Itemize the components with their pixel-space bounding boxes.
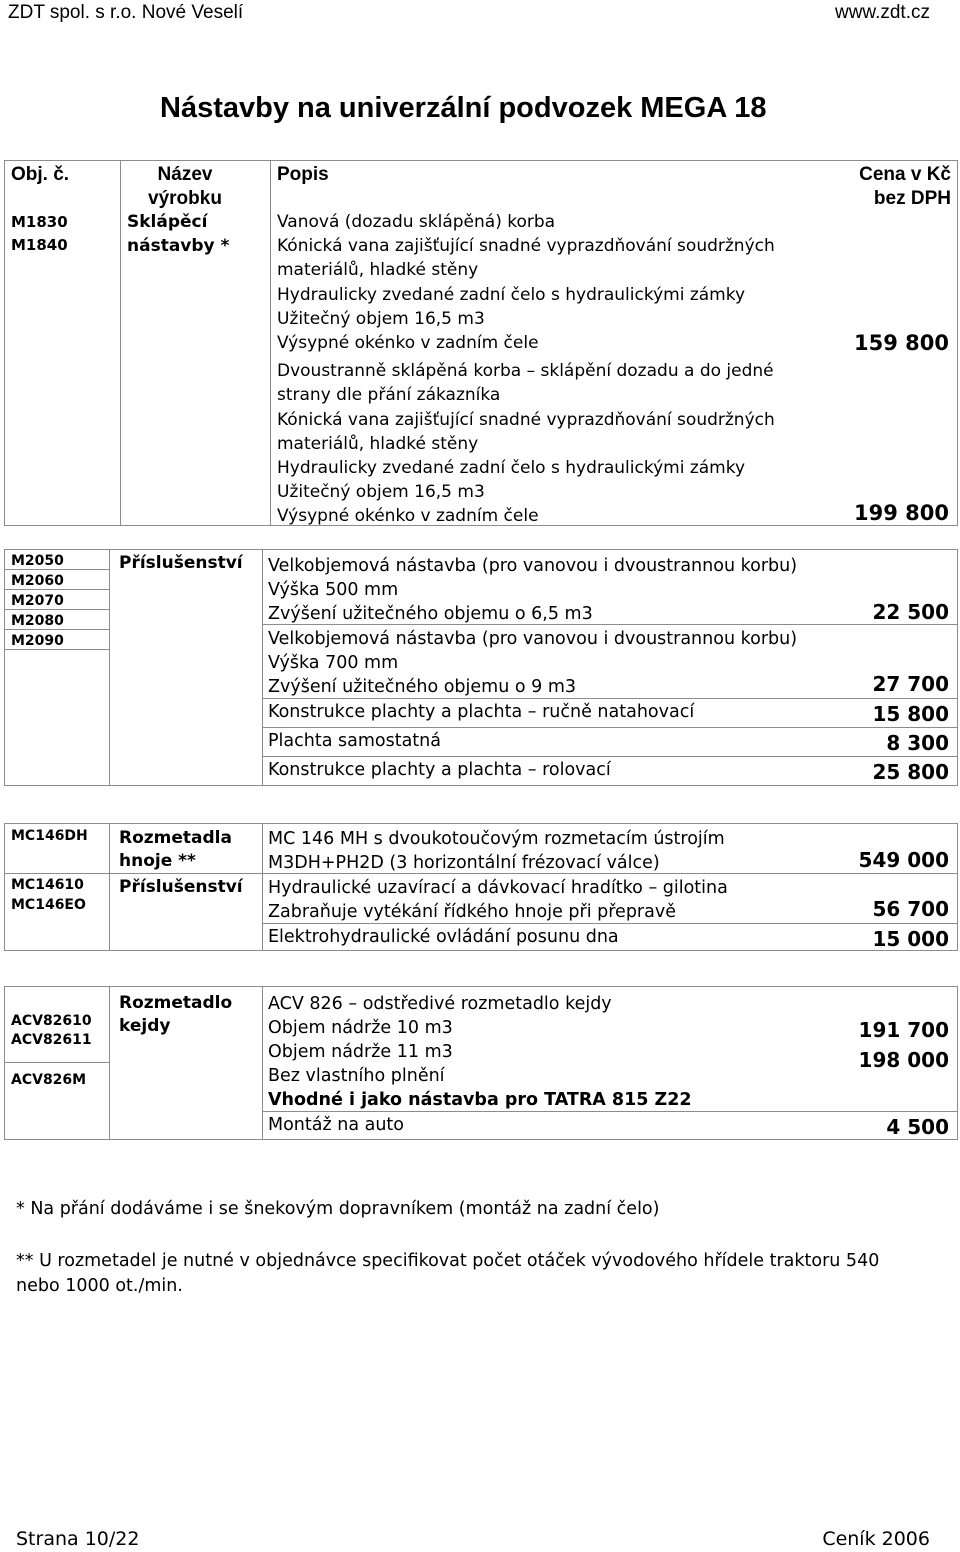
price: 191 700 (858, 1018, 949, 1042)
product-name: kejdy (119, 1016, 171, 1036)
description-line: Vanová (dozadu sklápěná) korba (277, 212, 556, 232)
description-line: Výška 500 mm (268, 580, 399, 600)
table-block-manure-spreaders (4, 823, 958, 951)
product-code: MC14610 (11, 877, 84, 893)
product-name (127, 210, 229, 258)
description-line: Kónická vana zajišťující snadné vyprazdňování soudržných (277, 409, 775, 430)
column-divider (262, 987, 263, 1139)
description-line: Zvýšení užitečného objemu o 9 m3 (268, 677, 577, 697)
page-title: Nástavby na univerzální podvozek MEGA 18 (160, 92, 767, 124)
description-line: Konstrukce plachty a plachta – rolovací (268, 760, 611, 780)
product-description (277, 210, 775, 529)
table-block-accessories (4, 549, 958, 786)
price-list-year: Ceník 2006 (822, 1528, 930, 1550)
product-name: Příslušenství (119, 877, 243, 897)
description-line: Objem nádrže 10 m3 (268, 1018, 453, 1038)
description-line: Výsypné okénko v zadním čele (277, 333, 539, 354)
description-line: ACV 826 – odstředivé rozmetadlo kejdy (268, 994, 612, 1014)
description-line: Zabraňuje vytékání řídkého hnoje při přepravě (268, 902, 676, 922)
description-line: Výška 700 mm (268, 653, 399, 673)
description-line: Užitečný objem 16,5 m3 (277, 308, 485, 329)
product-code: M2060 (11, 573, 64, 589)
description-line: materiálů, hladké stěny (277, 433, 479, 454)
row-divider (262, 756, 957, 757)
price: 27 700 (872, 672, 949, 696)
description-line: Plachta samostatná (268, 731, 441, 751)
description-line: Užitečný objem 16,5 m3 (277, 482, 485, 503)
price: 56 700 (872, 897, 949, 921)
product-code: ACV82611 (11, 1032, 92, 1048)
description-line: Velkobjemová nástavba (pro vanovou i dvoustrannou korbu) (268, 556, 798, 576)
description-line: Elektrohydraulické ovládání posunu dna (268, 927, 619, 947)
description-line: Hydraulické uzavírací a dávkovací hradítko – gilotina (268, 878, 728, 898)
product-name: Příslušenství (119, 553, 243, 573)
price: 4 500 (886, 1115, 949, 1139)
product-code: M2070 (11, 593, 64, 609)
price: 15 000 (872, 927, 949, 951)
price: 15 800 (872, 702, 949, 726)
product-name: Rozmetadla (119, 828, 232, 848)
row-divider (5, 569, 109, 570)
column-divider (270, 161, 271, 525)
product-code: M1830 (11, 213, 68, 231)
column-divider (262, 824, 263, 950)
product-name: Rozmetadlo (119, 993, 233, 1013)
description-line: Dvoustranně sklápěná korba – sklápění dozadu a do jedné (277, 361, 774, 382)
description-line: materiálů, hladké stěny (277, 260, 479, 281)
description-line: Konstrukce plachty a plachta – ručně natahovací (268, 702, 695, 722)
description-line: MC 146 MH s dvoukotoučovým rozmetacím ústrojím (268, 829, 725, 849)
description-line: M3DH+PH2D (3 horizontální frézovací válce) (268, 853, 660, 873)
price: 549 000 (858, 848, 949, 872)
description-line: strany dle přání zákazníka (277, 385, 501, 406)
price: 199 800 (854, 501, 949, 525)
price: 159 800 (854, 331, 949, 355)
column-divider (109, 987, 110, 1139)
product-code: M2080 (11, 613, 64, 629)
table-block-tipping-bodies (4, 160, 958, 526)
footnote-double-asterisk-continued: nebo 1000 ot./min. (16, 1276, 183, 1296)
row-divider (5, 1062, 109, 1063)
description-line: Hydraulicky zvedané zadní čelo s hydraulickými zámky (277, 458, 746, 479)
row-divider (5, 589, 109, 590)
price: 22 500 (872, 600, 949, 624)
product-code: MC146DH (11, 828, 88, 844)
company-name: ZDT spol. s r.o. Nové Veselí (8, 2, 244, 23)
description-line: Velkobjemová nástavba (pro vanovou i dvoustrannou korbu) (268, 629, 798, 649)
row-divider (5, 609, 109, 610)
product-code: ACV826M (11, 1072, 87, 1088)
header-price-line2: bez DPH (873, 188, 951, 209)
table-block-slurry-spreaders (4, 986, 958, 1140)
column-divider (120, 161, 121, 525)
header-description: Popis (277, 164, 329, 185)
header-name-line1: Název (157, 164, 213, 185)
price: 8 300 (886, 731, 949, 755)
page-number: Strana 10/22 (16, 1528, 140, 1550)
column-divider (109, 550, 110, 785)
description-line: Bez vlastního plnění (268, 1066, 445, 1086)
footnote-double-asterisk: ** U rozmetadel je nutné v objednávce specifikovat počet otáček vývodového hřídele traktoru 540 (16, 1251, 880, 1271)
description-line: Výsypné okénko v zadním čele (277, 506, 539, 527)
product-code: M2050 (11, 553, 64, 569)
product-code: MC146EO (11, 897, 86, 913)
description-line: Objem nádrže 11 m3 (268, 1042, 453, 1062)
description-line: Montáž na auto (268, 1115, 404, 1135)
price: 198 000 (858, 1048, 949, 1072)
website-url[interactable]: www.zdt.cz (834, 2, 930, 23)
row-divider (5, 649, 109, 650)
product-name: hnoje ** (119, 851, 196, 871)
description-line: Zvýšení užitečného objemu o 6,5 m3 (268, 604, 593, 624)
row-divider (262, 727, 957, 728)
product-code: ACV82610 (11, 1013, 92, 1029)
header-price-line1: Cena v Kč (859, 164, 951, 185)
header-code: Obj. č. (11, 164, 70, 185)
footnote-single-asterisk: * Na přání dodáváme i se šnekovým dopravníkem (montáž na zadní čelo) (16, 1199, 660, 1219)
price: 25 800 (872, 760, 949, 784)
header-name-line2: výrobku (148, 188, 222, 209)
description-line: Hydraulicky zvedané zadní čelo s hydraulickými zámky (277, 284, 746, 305)
product-code: M1840 (11, 236, 68, 254)
column-divider (262, 550, 263, 785)
product-name-line: Sklápěcí (127, 212, 208, 232)
description-line: Vhodné i jako nástavba pro TATRA 815 Z22 (268, 1090, 692, 1110)
product-name-line: nástavby * (127, 236, 230, 256)
row-divider (5, 629, 109, 630)
product-code: M2090 (11, 633, 64, 649)
description-line: Kónická vana zajišťující snadné vyprazdňování soudržných (277, 236, 775, 257)
column-divider (109, 824, 110, 950)
